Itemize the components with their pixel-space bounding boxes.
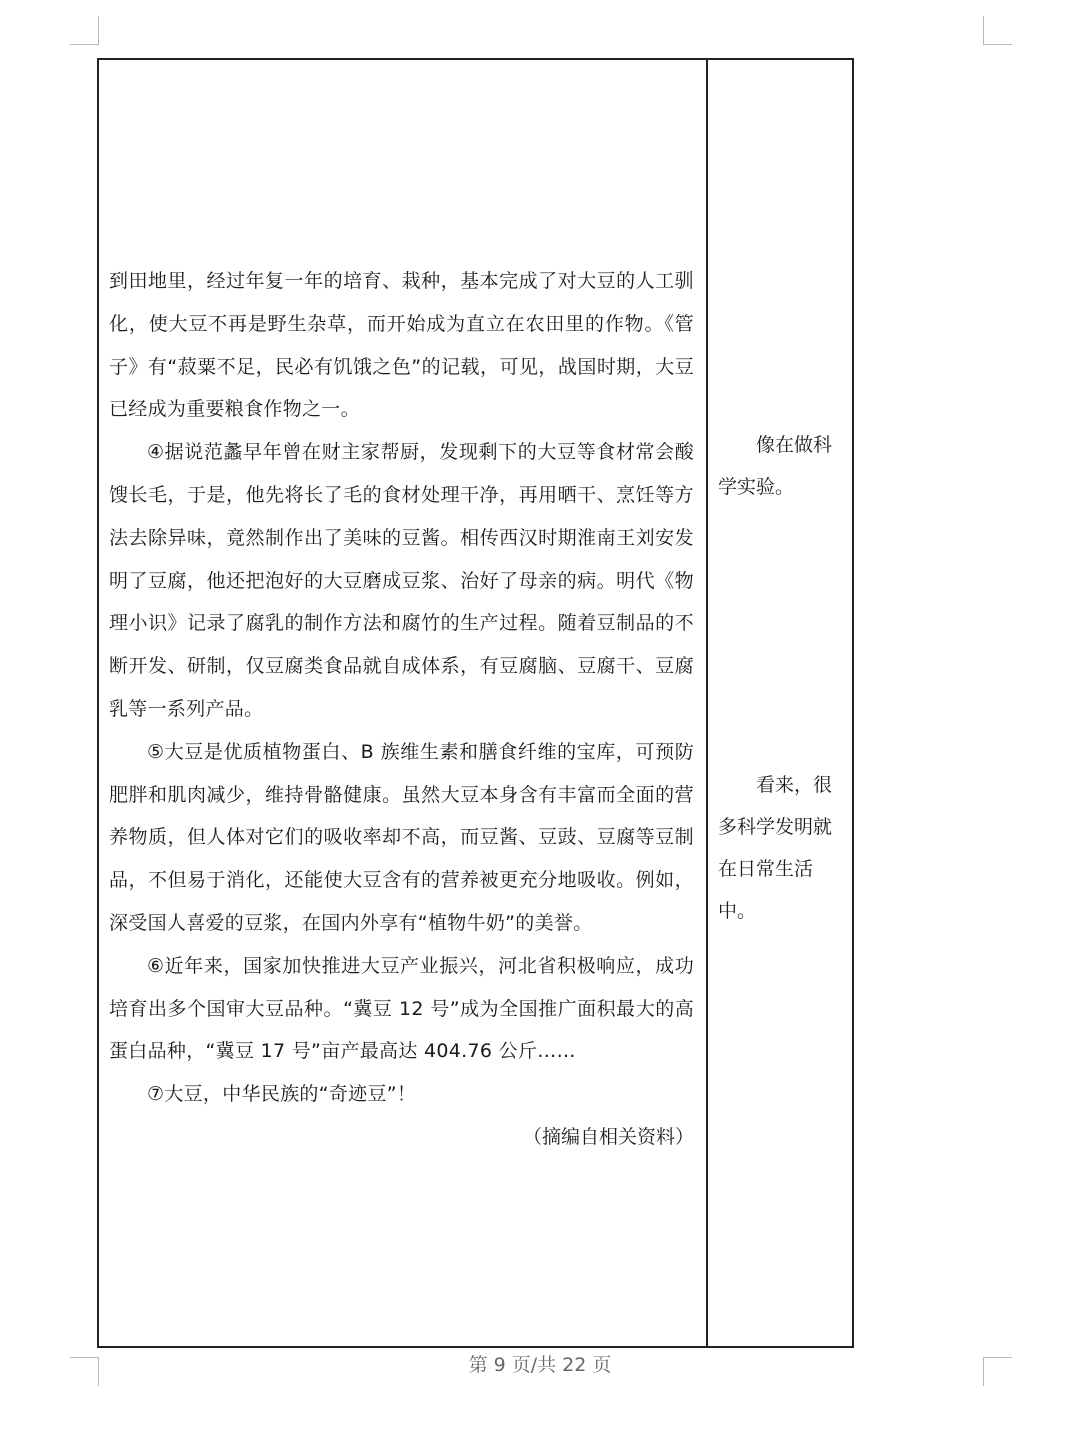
reading-table <box>97 58 854 1348</box>
article-text-column <box>109 260 694 1159</box>
margin-note-1: 像在做科学实验。 <box>718 434 833 498</box>
paragraph-continued: 到田地里，经过年复一年的培育、栽种，基本完成了对大豆的人工驯化，使大豆不再是野生杂草，而开始成为直立在农田里的作物。《管子》有“菽粟不足，民必有饥饿之色”的记载，可见，战国时期，大豆已经成为重要粮食作物之一。 <box>109 270 694 421</box>
paragraph-5: ⑤大豆是优质植物蛋白、B 族维生素和膳食纤维的宝库，可预防肥胖和肌肉减少，维持骨骼健康。虽然大豆本身含有丰富而全面的营养物质，但人体对它们的吸收率却不高，而豆酱、豆豉、豆腐等豆制品，不但易于消化，还能使大豆含有的营养被更充分地吸收。例如，深受国人喜爱的豆浆，在国内外享有“植物牛奶”的美誉。 <box>109 740 694 934</box>
paragraph-6: ⑥近年来，国家加快推进大豆产业振兴，河北省积极响应，成功培育出多个国审大豆品种。“冀豆 12 号”成为全国推广面积最大的高蛋白品种，“冀豆 17 号”亩产最高达 404.76 公斤…… <box>109 954 694 1063</box>
source-citation: （摘编自相关资料） <box>522 1125 694 1148</box>
paragraph-4: ④据说范蠡早年曾在财主家帮厨，发现剩下的大豆等食材常会酸馊长毛，于是，他先将长了毛的食材处理干净，再用晒干、烹饪等方法去除异味，竟然制作出了美味的豆酱。相传西汉时期淮南王刘安发明了豆腐，他还把泡好的大豆磨成豆浆、治好了母亲的病。明代《物理小识》记录了腐乳的制作方法和腐竹的生产过程。随着豆制品的不断开发、研制，仅豆腐类食品就自成体系，有豆腐脑、豆腐干、豆腐乳等一系列产品。 <box>109 441 694 720</box>
crop-mark-top-right <box>983 16 1012 45</box>
column-divider <box>706 60 708 1346</box>
paragraph-7: ⑦大豆，中华民族的“奇迹豆”！ <box>147 1083 417 1106</box>
page-number: 第 9 页/共 22 页 <box>468 1354 612 1376</box>
crop-mark-top-left <box>70 16 99 45</box>
margin-note-2: 看来，很多科学发明就在日常生活中。 <box>718 774 833 922</box>
